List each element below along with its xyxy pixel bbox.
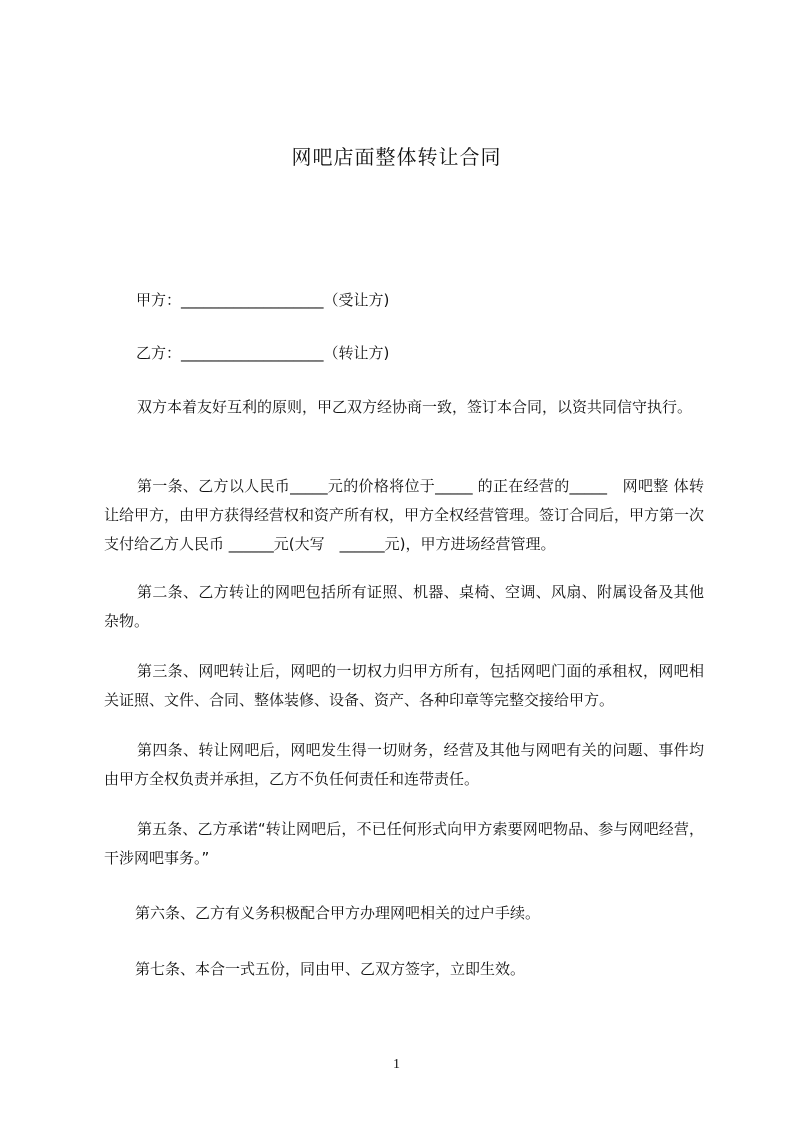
document-title: 网吧店面整体转让合同 [291, 145, 502, 169]
article-6: 第六条、乙方有义务积极配合甲方办理网吧相关的过户手续。 [135, 904, 541, 922]
article-5: 第五条、乙方承诺“转让网吧后，不已任何形式向甲方索要网吧物品、参与网吧经营，干涉网吧事务。” [104, 820, 704, 867]
preamble-paragraph: 双方本着友好互利的原则，甲乙双方经协商一致，签订本合同，以资共同信守执行。 [137, 398, 693, 416]
party-a-line: 甲方：___________________（受让方) [136, 291, 390, 309]
article-4: 第四条、转让网吧后，网吧发生得一切财务，经营及其他与网吧有关的问题、事件均由甲方全权负责并承担，乙方不负任何责任和连带责任。 [104, 741, 704, 788]
article-3: 第三条、网吧转让后，网吧的一切权力归甲方所有，包括网吧门面的承租权，网吧相关证照、文件、合同、整体装修、设备、资产、各种印章等完整交接给甲方。 [104, 662, 704, 709]
article-7: 第七条、本合一式五份，同由甲、乙双方签字，立即生效。 [135, 960, 526, 978]
party-b-line: 乙方：___________________（转让方) [136, 344, 390, 362]
article-1: 第一条、乙方以人民币_____元的价格将位于_____ 的正在经营的_____ 网吧整 体转让给甲方，由甲方获得经营权和资产所有权，甲方全权经营管理。签订合同后，甲方第一次支付给乙方人民币 ______元(大写 ______元)，甲方进场经营管理。 [104, 477, 705, 553]
page-number: 1 [393, 1057, 400, 1072]
article-2: 第二条、乙方转让的网吧包括所有证照、机器、桌椅、空调、风扇、附属设备及其他杂物。 [104, 583, 704, 630]
